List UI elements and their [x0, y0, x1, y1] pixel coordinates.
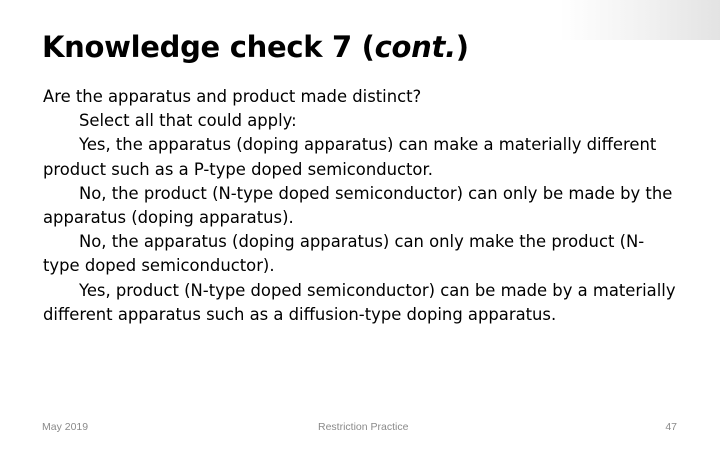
option-4[interactable]: Yes, product (N-type doped semiconductor) can be made by a materially different apparatus such as a diffusion-type doping apparatus.: [43, 280, 676, 324]
title-emphasis: cont.: [374, 30, 456, 64]
page-number: 47: [665, 421, 677, 433]
title-close: ): [455, 30, 469, 64]
option-3[interactable]: No, the apparatus (doping apparatus) can only make the product (N-type doped semiconductor).: [43, 232, 645, 276]
question-text: Are the apparatus and product made distinct?: [43, 87, 422, 106]
title-main: Knowledge check 7 (: [42, 30, 375, 64]
footer-date: May 2019: [42, 421, 89, 433]
option-2[interactable]: No, the product (N-type doped semiconductor) can only be made by the apparatus (doping apparatus).: [43, 183, 673, 228]
footer-title: Restriction Practice: [318, 421, 409, 433]
option-1[interactable]: Yes, the apparatus (doping apparatus) can make a materially different product such as a P-type doped semiconductor.: [43, 135, 657, 179]
slide-title: [42, 30, 469, 64]
corner-decoration: [560, 0, 720, 40]
slide-body: [43, 85, 679, 327]
instruction-text: Select all that could apply:: [79, 111, 297, 131]
